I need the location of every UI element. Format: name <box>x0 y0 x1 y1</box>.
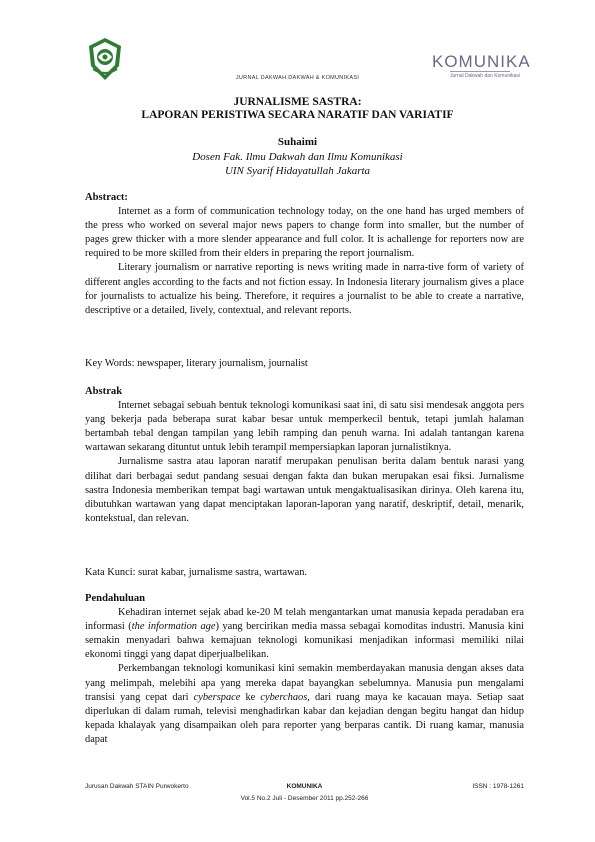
komunika-logo-tagline: Jurnal Dakwah dan Komunikasi <box>450 73 521 79</box>
affiliation-line-2: UIN Syarif Hidayatullah Jakarta <box>224 165 371 177</box>
abstract-heading: Abstract: <box>85 192 128 203</box>
intro-p2-text-a: Perkembangan teknologi komunikasi kini semakin memberdayakan manusia dengan akses data yang melimpah, melebihi apa yang mereka dapat bayangkan sebelumnya. Manusia pun mengalami transisi yang cepat dari <box>85 663 524 703</box>
intro-p1-text-b: ) yang bercirikan media massa sebagai komoditas industri. Manusia kini semakin menyadari bahwa kemajuan teknologi komunikasi menjadikan informasi memiliki nilai ekonomi tinggi yang dapat diperjualbelikan. <box>85 621 525 661</box>
pendahuluan-heading: Pendahuluan <box>85 593 146 604</box>
author-affiliation <box>60 150 535 178</box>
komunika-logo-word: KOMUNIKA <box>432 52 531 71</box>
title-line-1: JURNALISME SASTRA: <box>233 96 362 108</box>
keywords-line: Key Words: newspaper, literary journalism, journalist <box>85 358 308 369</box>
abstract-indonesian <box>85 385 524 526</box>
abstract-paragraph-2: Literary journalism or narrative reporting is news writing made in narra-tive form of variety of different angles according to the facts and not fiction essay. In Indonesia literary journalism gives a place for journalists to actualize his being. Therefore, it requires a journalist to be able to create a narrative, descriptive or a detailed, lively, contextual, and relevant reports. <box>85 262 524 316</box>
intro-p2-italic-1: cyberspace <box>193 691 241 703</box>
intro-p2-italic-2: cyberchaos <box>260 691 308 703</box>
abstrak-paragraph-1: Internet sebagai sebuah bentuk teknologi komunikasi saat ini, di satu sisi mendesak anggota pers yang bekerja pada beberapa surat kabar besar untuk memperkecil bentuk, tetapi jumlah halaman bertambah tebal dengan tampilan yang lebih ramping dan penuh warna. Ini adalah tantangan karena wartawan sekarang dituntut untuk lebih terampil mempersiapkan laporan jurnalistiknya. <box>85 400 524 454</box>
abstrak-paragraph-2: Jurnalisme sastra atau laporan naratif merupakan penulisan berita dalam bentuk narasi yang dilihat dari berbagai sedut pandang sesuai dengan fakta dan bukan merupakan esai fiksi. Jurnalisme sastra Indonesia memberikan tempat bagi wartawan untuk mengaktualisasikan dirinya. Oleh karena itu, dibutuhkan wartawan yang dapat menciptakan laporan-laporan yang naratif, deskriptif, detail, menarik, kontekstual, dan relevan. <box>85 456 524 524</box>
keywords-indonesian <box>85 566 524 580</box>
author-name: Suhaimi <box>277 136 318 148</box>
footer-right: ISSN : 1978-1261 <box>472 783 524 790</box>
abstract-english <box>85 191 524 318</box>
introduction-section <box>85 592 524 747</box>
footer-center: KOMUNIKA <box>286 783 323 790</box>
keywords-english <box>85 357 524 371</box>
running-head: JURNAL DAKWAH DAKWAH & KOMUNIKASI <box>235 75 360 81</box>
abstrak-heading: Abstrak <box>85 386 123 397</box>
kata-kunci-line: Kata Kunci: surat kabar, jurnalisme sastra, wartawan. <box>85 567 308 578</box>
abstract-paragraph-1: Internet as a form of communication technology today, on the one hand has urged members of the press who worked on several major news papers to change form into smaller, but the number of pages grew thicker with a more slender appearance and full color. It is achallenge for reporters now are required to be more skilled from their elders in preparing the report journalism. <box>85 206 524 260</box>
footer-left: Jurusan Dakwah STAIN Purwokerto <box>85 783 189 790</box>
intro-p2-text-c: , dari ruang maya ke kacauan maya. Setiap saat diperlukan di dalam rumah, televisi menghadirkan kabar dan kejadian dengan begitu hangat dan hidup kepada khalayak yang disampaikan oleh para reporter yang berparas cantik. Di ruang kamar, manusia dapat <box>85 691 524 745</box>
paper-title <box>60 96 535 122</box>
title-line-2: LAPORAN PERISTIWA SECARA NARATIF DAN VARIATIF <box>141 109 454 121</box>
intro-p1-italic: the information age <box>131 621 216 633</box>
intro-p2-text-b: ke <box>240 691 261 703</box>
intro-p1-text-a: Kehadiran internet sejak abad ke-20 M telah mengantarkan umat manusia kepada peradaban era informasi ( <box>85 607 524 633</box>
affiliation-line-1: Dosen Fak. Ilmu Dakwah dan Ilmu Komunikasi <box>192 151 403 163</box>
intro-paragraph-2 <box>85 662 524 747</box>
footer-volume: Vol.5 No.2 Juli - Desember 2011 pp.252-266 <box>240 795 369 802</box>
intro-paragraph-1 <box>85 606 524 662</box>
